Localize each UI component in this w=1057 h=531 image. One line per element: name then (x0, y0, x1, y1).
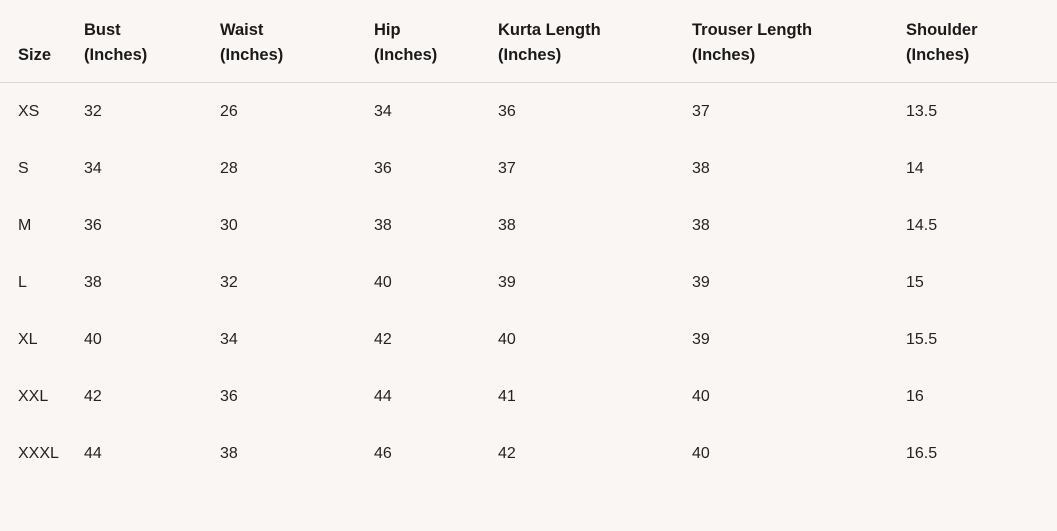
column-header-trouser-length-line-2: (Inches) (692, 46, 756, 65)
column-header-shoulder (906, 0, 1057, 83)
cell-bust: 40 (84, 330, 102, 348)
table-row (0, 368, 1057, 425)
cell-waist: 38 (220, 444, 238, 462)
table-row (0, 425, 1057, 482)
column-header-waist-line-2: (Inches) (220, 46, 284, 65)
cell-kurta-length: 37 (498, 159, 516, 177)
cell-size: XXXL (18, 444, 59, 462)
cell-bust: 44 (84, 444, 102, 462)
cell-trouser-length: 39 (692, 330, 710, 348)
column-header-trouser-length (692, 0, 906, 83)
column-header-size (0, 0, 84, 83)
table-row (0, 83, 1057, 141)
cell-waist: 36 (220, 387, 238, 405)
cell-trouser-length: 38 (692, 159, 710, 177)
cell-hip: 40 (374, 273, 392, 291)
cell-bust: 38 (84, 273, 102, 291)
cell-waist: 34 (220, 330, 238, 348)
cell-size: S (18, 159, 29, 177)
cell-kurta-length: 39 (498, 273, 516, 291)
cell-shoulder: 15.5 (906, 330, 938, 348)
cell-trouser-length: 40 (692, 387, 710, 405)
table-row (0, 254, 1057, 311)
column-header-bust (84, 0, 220, 83)
cell-hip: 46 (374, 444, 392, 462)
column-header-kurta-length-line-1: Kurta Length (498, 21, 601, 39)
column-header-waist (220, 0, 374, 83)
cell-kurta-length: 36 (498, 102, 516, 120)
cell-kurta-length: 40 (498, 330, 516, 348)
cell-shoulder: 13.5 (906, 102, 938, 120)
cell-size: XL (18, 330, 38, 348)
cell-kurta-length: 38 (498, 216, 516, 234)
column-header-waist-line-1: Waist (220, 21, 264, 39)
table-row (0, 197, 1057, 254)
cell-kurta-length: 41 (498, 387, 516, 405)
table-row (0, 140, 1057, 197)
cell-bust: 36 (84, 216, 102, 234)
cell-bust: 32 (84, 102, 102, 120)
cell-shoulder: 16 (906, 387, 924, 405)
cell-waist: 28 (220, 159, 238, 177)
cell-shoulder: 16.5 (906, 444, 938, 462)
cell-trouser-length: 40 (692, 444, 710, 462)
column-header-size-line-1: Size (18, 46, 52, 65)
cell-hip: 38 (374, 216, 392, 234)
cell-trouser-length: 39 (692, 273, 710, 291)
column-header-hip-line-1: Hip (374, 21, 401, 39)
column-header-shoulder-line-2: (Inches) (906, 46, 970, 65)
cell-size: M (18, 216, 32, 234)
column-header-shoulder-line-1: Shoulder (906, 21, 978, 39)
cell-kurta-length: 42 (498, 444, 516, 462)
table-header (0, 0, 1057, 83)
cell-shoulder: 14.5 (906, 216, 938, 234)
table-body (0, 83, 1057, 483)
column-header-hip (374, 0, 498, 83)
cell-waist: 26 (220, 102, 238, 120)
column-header-bust-line-2: (Inches) (84, 46, 148, 65)
cell-bust: 42 (84, 387, 102, 405)
cell-trouser-length: 38 (692, 216, 710, 234)
cell-size: XXL (18, 387, 49, 405)
cell-size: L (18, 273, 27, 291)
cell-trouser-length: 37 (692, 102, 710, 120)
cell-waist: 30 (220, 216, 238, 234)
column-header-bust-line-1: Bust (84, 21, 121, 39)
cell-size: XS (18, 102, 40, 120)
column-header-trouser-length-line-1: Trouser Length (692, 21, 813, 39)
column-header-hip-line-2: (Inches) (374, 46, 438, 65)
cell-hip: 34 (374, 102, 392, 120)
cell-hip: 36 (374, 159, 392, 177)
cell-bust: 34 (84, 159, 102, 177)
table-row (0, 311, 1057, 368)
cell-hip: 44 (374, 387, 392, 405)
table-header-row (0, 0, 1057, 83)
cell-shoulder: 15 (906, 273, 924, 291)
cell-hip: 42 (374, 330, 392, 348)
cell-waist: 32 (220, 273, 238, 291)
cell-shoulder: 14 (906, 159, 924, 177)
column-header-kurta-length (498, 0, 692, 83)
column-header-kurta-length-line-2: (Inches) (498, 46, 562, 65)
